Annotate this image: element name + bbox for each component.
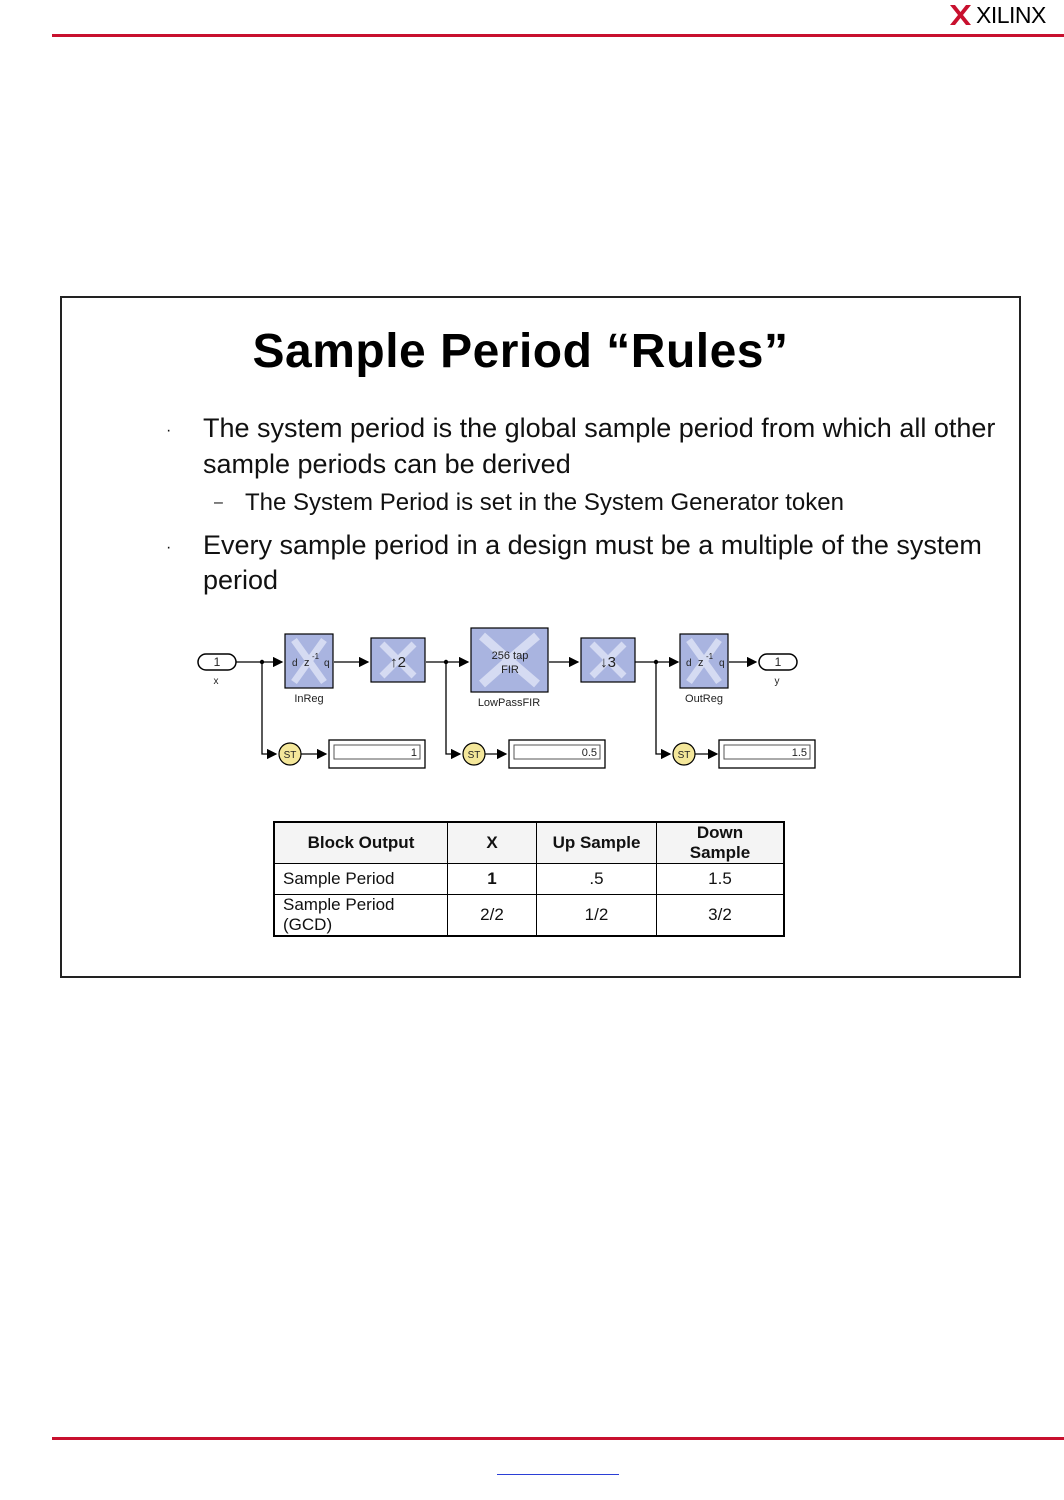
reg-z: z [698,657,704,669]
sample-time-probe[interactable] [673,743,695,765]
bullet-dot: · [166,539,172,556]
downsample-symbol: ↓3 [600,654,616,671]
reg-port-d: d [686,658,692,669]
header-rule [52,34,1064,37]
sample-time-probe[interactable] [279,743,301,765]
table-cell: 1.5 [657,864,785,895]
xilinx-mark-icon [948,4,972,26]
display-block[interactable] [509,740,605,768]
reg-z: z [304,657,310,669]
sample-time-probe[interactable] [463,743,485,765]
logo-text: XILINX [976,2,1046,28]
column-header: Up Sample [537,822,657,864]
block-diagram [192,616,832,776]
inreg-label: InReg [294,693,324,705]
input-port-number: 1 [213,655,221,669]
reg-port-q: q [719,658,725,669]
sub-bullet: The System Period is set in the System Generator token [245,489,844,516]
output-port[interactable] [759,654,797,670]
outreg-label: OutReg [685,693,723,705]
st-label: ST [467,750,481,761]
fir-block[interactable] [471,628,548,692]
slide-title [62,324,1019,379]
inreg-block[interactable] [285,634,333,688]
fir-text-2: FIR [501,664,519,676]
bullet-1-line-1: The system period is the global sample period from which all other [203,413,996,443]
fir-label: LowPassFIR [477,697,541,709]
input-port-label: x [213,676,219,687]
display-block[interactable] [329,740,425,768]
reg-port-d: d [292,658,298,669]
output-port-label: y [774,676,780,687]
wire [656,662,670,754]
table-cell: 3/2 [657,895,785,937]
wire [262,662,276,754]
bullet-2-line-2: period [203,565,279,595]
st-label: ST [283,750,297,761]
bullet-1-line-2: sample periods can be derived [203,449,571,479]
input-port[interactable] [198,654,236,670]
bullet-2-line-1: Every sample period in a design must be a multiple of the system [203,530,982,560]
xilinx-logo [948,2,1064,28]
reg-exp: -1 [312,652,320,661]
bullet-dot: · [166,422,172,439]
sample-period-table [273,821,785,937]
wire [446,662,460,754]
upsample-block[interactable] [371,638,425,682]
footer-rule [52,1437,1064,1440]
table-row [274,864,784,895]
output-port-number: 1 [774,655,782,669]
outreg-block[interactable] [680,634,728,688]
slide-title-text: Sample Period “Rules” [252,325,789,378]
display-value: 1 [410,747,417,759]
column-header: Down Sample [657,822,785,864]
fir-text-1: 256 tap [491,650,529,662]
reg-exp: -1 [706,652,714,661]
table-cell: 1/2 [537,895,657,937]
footer-link-underline[interactable] [497,1474,619,1475]
reg-port-q: q [324,658,330,669]
downsample-block[interactable] [581,638,635,682]
table-cell: Sample Period (GCD) [274,895,448,937]
table-row [274,895,784,937]
display-value: 0.5 [581,747,597,759]
display-value: 1.5 [791,747,807,759]
column-header: Block Output [274,822,448,864]
table-cell: 2/2 [448,895,537,937]
sub-bullet-dash: – [214,494,223,511]
table-cell: 1 [448,864,537,895]
slide-frame [60,296,1021,978]
table-header-row [274,822,784,864]
upsample-symbol: ↑2 [390,654,406,671]
table-cell: Sample Period [274,864,448,895]
table-cell: .5 [537,864,657,895]
display-block[interactable] [719,740,815,768]
column-header: X [448,822,537,864]
st-label: ST [677,750,691,761]
